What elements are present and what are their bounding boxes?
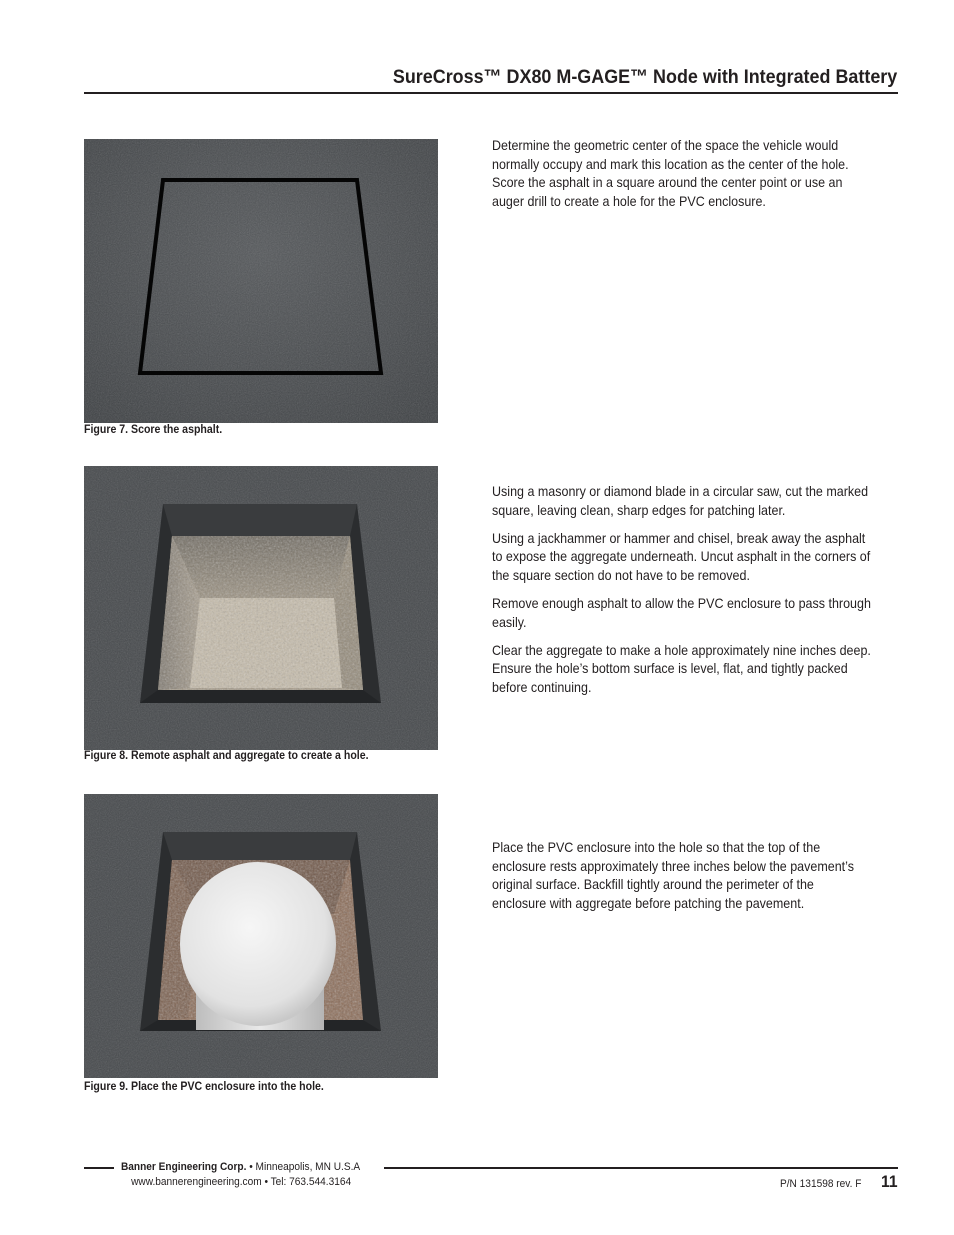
figure-7-image bbox=[84, 139, 438, 423]
figure-8-caption: Figure 8. Remote asphalt and aggregate to create a hole. bbox=[84, 750, 369, 762]
paragraph: Using a masonry or diamond blade in a circular saw, cut the marked square, leaving clean, sharp edges for patching later. bbox=[492, 484, 869, 518]
paragraph: Remove enough asphalt to allow the PVC enclosure to pass through easily. bbox=[492, 595, 871, 630]
page-number: 11 bbox=[881, 1172, 898, 1191]
header-rule bbox=[84, 92, 898, 94]
part-number: P/N 131598 rev. F bbox=[780, 1178, 862, 1190]
page-title: SureCross™ DX80 M-GAGE™ Node with Integrated Battery bbox=[392, 66, 897, 88]
figure-8-image bbox=[84, 466, 438, 750]
paragraph: Clear the aggregate to make a hole approximately nine inches deep. Ensure the hole’s bottom surface is level, flat, and tightly packed before continuing. bbox=[492, 642, 871, 695]
company-name: Banner Engineering Corp. bbox=[121, 1161, 247, 1173]
footer-rule-right bbox=[384, 1167, 898, 1169]
paragraph: Using a jackhammer or hammer and chisel, break away the asphalt to expose the aggregate underneath. Uncut asphalt in the corners of the square section do not have to be removed. bbox=[492, 530, 871, 583]
section-2-text bbox=[492, 483, 904, 707]
figure-9-image bbox=[84, 794, 438, 1078]
figure-7-caption: Figure 7. Score the asphalt. bbox=[84, 424, 223, 436]
company-contact: www.bannerengineering.com • Tel: 763.544.3164 bbox=[131, 1175, 352, 1188]
section-1-text bbox=[492, 137, 904, 221]
footer-address bbox=[121, 1160, 360, 1189]
paragraph: Determine the geometric center of the space the vehicle would normally occupy and mark this location as the center of the hole. Score the asphalt in a square around the center point or use an auger drill to create a hole for the PVC enclosure. bbox=[492, 138, 849, 209]
footer-rule-left bbox=[84, 1167, 114, 1169]
company-location: • Minneapolis, MN U.S.A bbox=[246, 1161, 361, 1173]
section-3-text bbox=[492, 839, 904, 923]
figure-9-caption: Figure 9. Place the PVC enclosure into the hole. bbox=[84, 1081, 324, 1093]
paragraph: Place the PVC enclosure into the hole so that the top of the enclosure rests approximately three inches below the pavement’s original surface. Backfill tightly around the perimeter of the enclosure with aggregate before patching the pavement. bbox=[492, 840, 854, 911]
